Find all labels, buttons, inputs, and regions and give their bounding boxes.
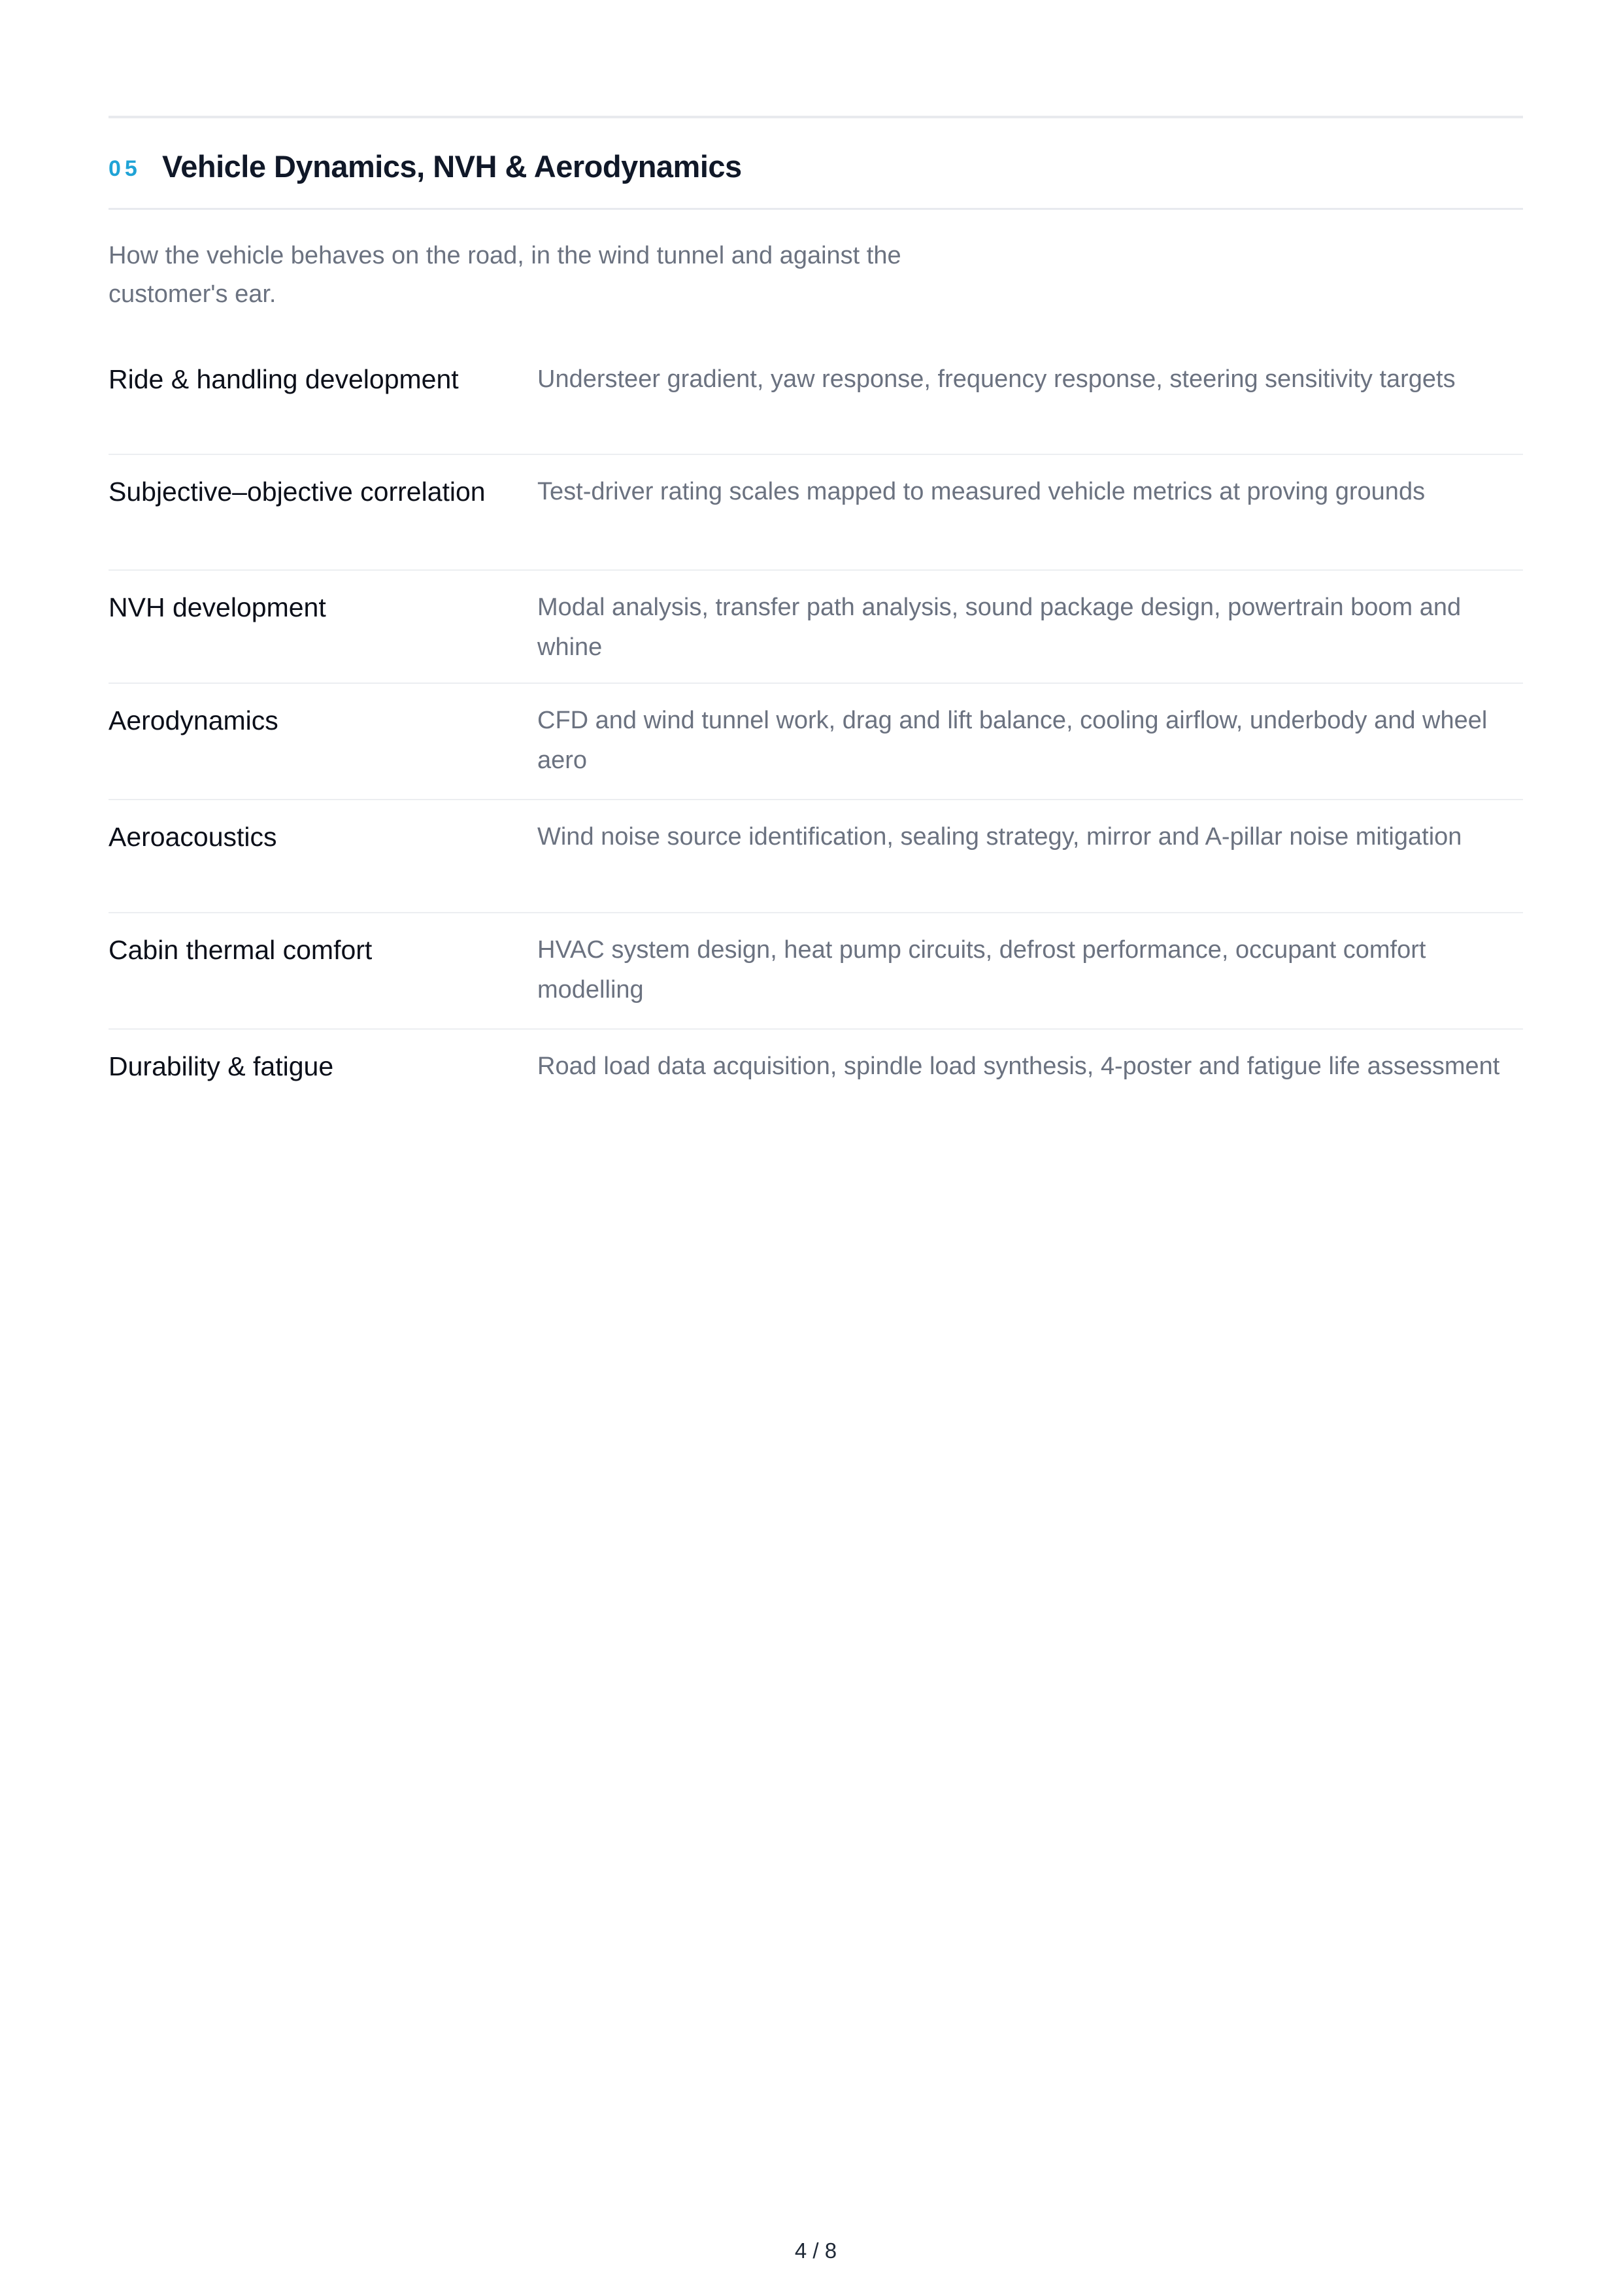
row-description: Test-driver rating scales mapped to measured vehicle metrics at proving grounds — [537, 478, 1426, 505]
section-number: 05 — [109, 156, 141, 181]
row-label: Aeroacoustics — [109, 822, 277, 852]
top-divider — [109, 116, 1523, 118]
capability-table — [109, 358, 1523, 1134]
row-label: Subjective–objective correlation — [109, 477, 486, 507]
section-intro: How the vehicle behaves on the road, in the wind tunnel and against the customer's ear. — [109, 242, 901, 308]
section-title: Vehicle Dynamics, NVH & Aerodynamics — [162, 148, 742, 184]
title-divider — [109, 208, 1523, 210]
row-label: Cabin thermal comfort — [109, 935, 373, 965]
row-label: Ride & handling development — [109, 364, 459, 394]
row-description: Modal analysis, transfer path analysis, sound package design, powertrain boom and whine — [537, 594, 1462, 661]
document-page — [109, 0, 1523, 2296]
table-row — [109, 913, 1523, 1030]
page-number: 4 / 8 — [794, 2238, 837, 2263]
row-description: Understeer gradient, yaw response, frequency response, steering sensitivity targets — [537, 365, 1456, 393]
table-row — [109, 1030, 1523, 1134]
table-row — [109, 571, 1523, 684]
row-description: Road load data acquisition, spindle load synthesis, 4-poster and fatigue life assessment — [537, 1053, 1500, 1080]
row-description: HVAC system design, heat pump circuits, defrost performance, occupant comfort modelling — [537, 936, 1426, 1004]
row-label: Durability & fatigue — [109, 1051, 334, 1081]
table-row — [109, 800, 1523, 913]
row-label: Aerodynamics — [109, 705, 278, 735]
row-label: NVH development — [109, 592, 326, 622]
section-header — [109, 145, 1523, 187]
table-row — [109, 455, 1523, 571]
table-row — [109, 684, 1523, 800]
row-description: Wind noise source identification, sealing strategy, mirror and A-pillar noise mitigation — [537, 823, 1462, 851]
row-description: CFD and wind tunnel work, drag and lift balance, cooling airflow, underbody and wheel aero — [537, 707, 1488, 774]
table-row — [109, 358, 1523, 455]
